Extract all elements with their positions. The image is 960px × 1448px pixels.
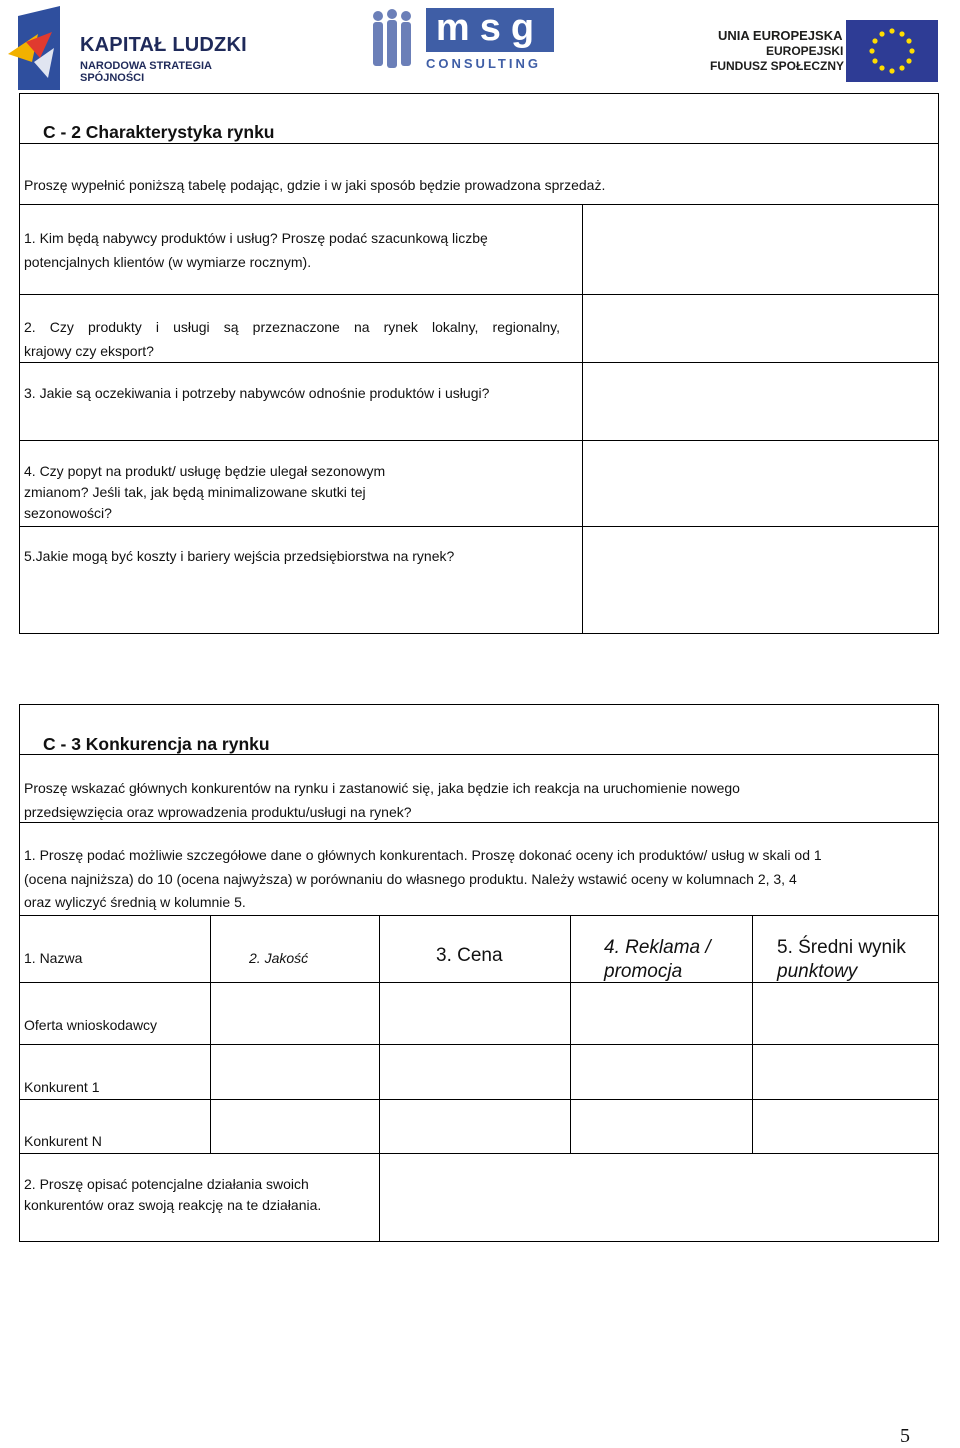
page-number: 5 bbox=[900, 1425, 910, 1447]
row-label-competitor-1: Konkurent 1 bbox=[24, 1079, 100, 1095]
kapital-ludzki-logo bbox=[4, 4, 272, 92]
question-4-line1: 4. Czy popyt na produkt/ usługę będzie ulegał sezonowym bbox=[24, 463, 386, 479]
answer-4-field[interactable] bbox=[583, 441, 938, 526]
score-cell[interactable] bbox=[571, 983, 752, 1044]
score-cell[interactable] bbox=[211, 1100, 379, 1153]
column-header-quality: 2. Jakość bbox=[249, 950, 309, 966]
competition-q1-line2: (ocena najniższa) do 10 (ocena najwyższa) w porównaniu do własnego produktu. Należy wstawić oceny w kolumnach 2, 3, 4 bbox=[24, 871, 797, 887]
score-cell[interactable] bbox=[380, 983, 570, 1044]
answer-2-field[interactable] bbox=[583, 295, 938, 362]
answer-1-field[interactable] bbox=[583, 205, 938, 294]
question-4-line2: zmianom? Jeśli tak, jak będą minimalizowane skutki tej bbox=[24, 484, 366, 500]
msg-letters: msg bbox=[435, 7, 545, 49]
question-4-line3: sezonowości? bbox=[24, 505, 112, 521]
column-header-name: 1. Nazwa bbox=[24, 950, 83, 966]
msg-consulting-logo bbox=[370, 4, 560, 84]
kapital-ludzki-title: KAPITAŁ LUDZKI bbox=[80, 34, 247, 56]
section-c2-title: C - 2 Charakterystyka rynku bbox=[43, 122, 275, 142]
score-cell[interactable] bbox=[753, 1045, 938, 1099]
competitor-reaction-field[interactable] bbox=[380, 1154, 938, 1241]
kapital-ludzki-subtitle: NARODOWA STRATEGIA SPÓJNOŚCI bbox=[80, 60, 212, 84]
competition-q2-line1: 2. Proszę opisać potencjalne działania swoich bbox=[24, 1176, 309, 1192]
question-2-line1: 2. Czy produkty i usługi są przeznaczone na rynek lokalny, regionalny, bbox=[24, 319, 560, 335]
section-c3-intro-line2: przedsięwzięcia oraz wprowadzenia produktu/usługi na rynek? bbox=[24, 804, 412, 820]
question-5-line1: 5.Jakie mogą być koszty i bariery wejścia przedsiębiorstwa na rynek? bbox=[24, 548, 455, 564]
eu-flag-icon bbox=[846, 20, 938, 82]
row-label-applicant-offer: Oferta wnioskodawcy bbox=[24, 1017, 158, 1033]
column-header-average-line1: 5. Średni wynik bbox=[777, 937, 906, 958]
column-header-average-line2: punktowy bbox=[777, 961, 858, 982]
row-label-competitor-n: Konkurent N bbox=[24, 1133, 102, 1149]
people-silhouettes-icon bbox=[370, 8, 420, 72]
kapital-ludzki-emblem-icon bbox=[4, 4, 76, 92]
competition-q1-line3: oraz wyliczyć średnią w kolumnie 5. bbox=[24, 894, 246, 910]
score-cell[interactable] bbox=[211, 1045, 379, 1099]
score-cell[interactable] bbox=[571, 1045, 752, 1099]
question-2-line2: krajowy czy eksport? bbox=[24, 343, 154, 359]
msg-consulting-text: CONSULTING bbox=[426, 56, 541, 71]
section-c3-intro-line1: Proszę wskazać głównych konkurentów na rynku i zastanowić się, jaka będzie ich reakcja na uruchomienie nowego bbox=[24, 780, 740, 796]
competition-q2-line2: konkurentów oraz swoją reakcję na te działania. bbox=[24, 1197, 322, 1213]
score-cell[interactable] bbox=[211, 983, 379, 1044]
score-cell[interactable] bbox=[753, 983, 938, 1044]
competition-q1-line1: 1. Proszę podać możliwie szczegółowe dane o głównych konkurentach. Proszę dokonać oceny ich produktów/ usług w skali od 1 bbox=[24, 847, 822, 863]
eu-fund-line1: EUROPEJSKI bbox=[766, 44, 844, 58]
answer-3-field[interactable] bbox=[583, 363, 938, 440]
section-c3-title: C - 3 Konkurencja na rynku bbox=[43, 734, 270, 754]
eu-logo bbox=[688, 4, 956, 92]
score-cell[interactable] bbox=[753, 1100, 938, 1153]
eu-title: UNIA EUROPEJSKA bbox=[718, 28, 843, 43]
question-1-line2: potencjalnych klientów (w wymiarze rocznym). bbox=[24, 254, 312, 270]
question-1-line1: 1. Kim będą nabywcy produktów i usług? Proszę podać szacunkową liczbę bbox=[24, 230, 488, 246]
answer-5-field[interactable] bbox=[583, 527, 938, 633]
question-3-line1: 3. Jakie są oczekiwania i potrzeby nabywców odnośnie produktów i usługi? bbox=[24, 385, 490, 401]
section-c2-intro: Proszę wypełnić poniższą tabelę podając, gdzie i w jaki sposób będzie prowadzona sprzedaż. bbox=[24, 177, 606, 193]
score-cell[interactable] bbox=[380, 1100, 570, 1153]
column-header-promotion-line2: promocja bbox=[604, 961, 683, 982]
column-header-promotion-line1: 4. Reklama / bbox=[604, 937, 711, 958]
eu-fund-line2: FUNDUSZ SPOŁECZNY bbox=[710, 59, 845, 73]
score-cell[interactable] bbox=[571, 1100, 752, 1153]
column-header-price: 3. Cena bbox=[436, 945, 503, 966]
score-cell[interactable] bbox=[380, 1045, 570, 1099]
